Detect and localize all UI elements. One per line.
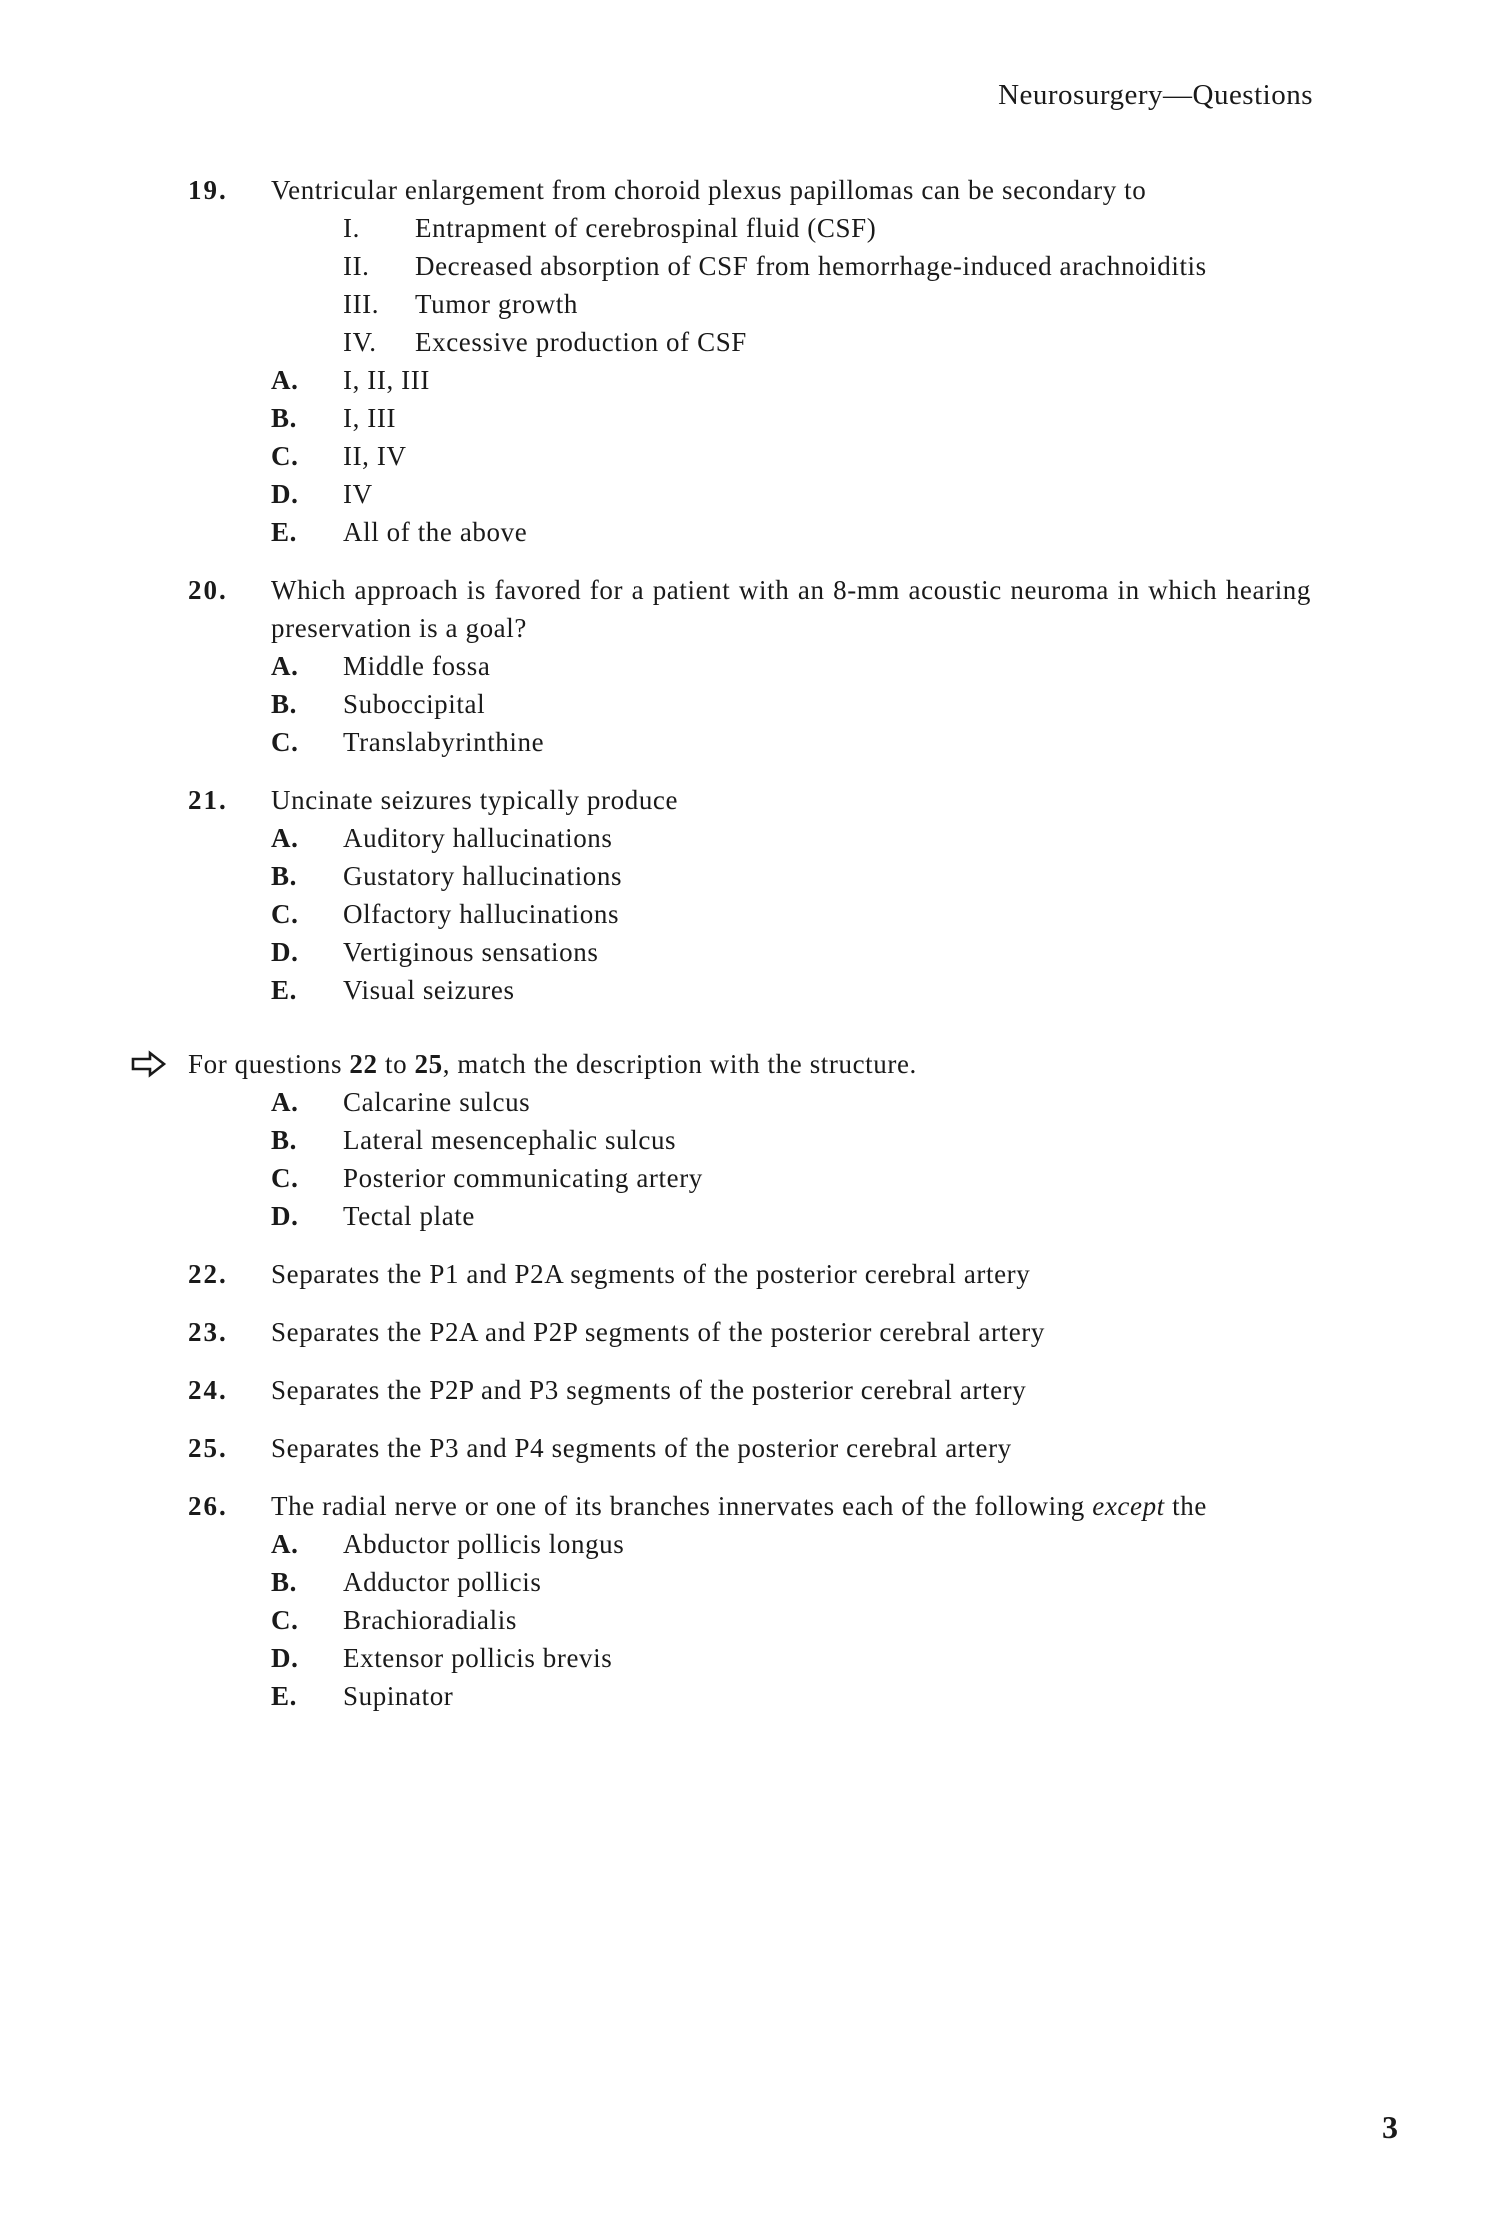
answer-option [0,723,1486,761]
roman-text: Entrapment of cerebrospinal fluid (CSF) [415,213,877,243]
instruction-range-end: 25 [414,1049,443,1079]
answer-option [0,399,1486,437]
roman-item [0,247,1486,285]
question-22 [0,1255,1486,1293]
answer-option [0,819,1486,857]
option-label: D. [271,479,299,509]
option-label: E. [271,517,297,547]
running-header: Neurosurgery—Questions [998,79,1313,111]
roman-label: II. [343,251,370,281]
question-stem [271,1487,1311,1525]
answer-option [0,513,1486,551]
option-label: C. [271,727,299,757]
roman-label: I. [343,213,360,243]
arrow-right-outline-icon [130,1049,170,1079]
option-label: B. [271,1567,297,1597]
answer-option [0,1525,1486,1563]
page-content [0,171,1486,1735]
option-text: Visual seizures [343,975,515,1005]
stem-emphasis: except [1092,1491,1165,1521]
instruction-text [188,1045,1486,1083]
answer-option [0,1639,1486,1677]
question-number: 23. [188,1317,228,1347]
option-text: Lateral mesencephalic sulcus [343,1125,677,1155]
option-label: B. [271,861,297,891]
answer-option [0,1601,1486,1639]
instruction-range-start: 22 [349,1049,378,1079]
question-stem: Separates the P1 and P2A segments of the posterior cerebral artery [271,1259,1031,1289]
option-label: C. [271,441,299,471]
roman-label: IV. [343,327,377,357]
option-label: A. [271,651,299,681]
instruction-prefix: For questions [188,1049,350,1079]
option-label: D. [271,937,299,967]
answer-option [0,857,1486,895]
option-label: C. [271,899,299,929]
question-20 [0,571,1486,761]
question-25 [0,1429,1486,1467]
question-stem: Separates the P3 and P4 segments of the posterior cerebral artery [271,1433,1012,1463]
answer-option [0,685,1486,723]
option-label: C. [271,1163,299,1193]
option-text: Gustatory hallucinations [343,861,623,891]
matching-instruction [0,1045,1486,1235]
option-text: Tectal plate [343,1201,475,1231]
option-text: Supinator [343,1681,454,1711]
page-number: 3 [1382,2109,1398,2145]
option-label: A. [271,823,299,853]
option-text: Olfactory hallucinations [343,899,620,929]
question-19 [0,171,1486,551]
answer-option [0,971,1486,1009]
answer-option [0,933,1486,971]
answer-option [0,1197,1486,1235]
option-text: Suboccipital [343,689,486,719]
answer-option [0,647,1486,685]
option-text: IV [343,479,373,509]
question-number: 26. [188,1491,228,1521]
option-label: A. [271,1087,299,1117]
roman-item [0,323,1486,361]
question-stem: Separates the P2A and P2P segments of the posterior cerebral artery [271,1317,1045,1347]
answer-option [0,1563,1486,1601]
roman-item [0,285,1486,323]
option-label: B. [271,403,297,433]
option-text: Translabyrinthine [343,727,545,757]
question-stem: Separates the P2P and P3 segments of the posterior cerebral artery [271,1375,1027,1405]
option-text: II, IV [343,441,407,471]
option-label: E. [271,1681,297,1711]
option-text: I, II, III [343,365,430,395]
option-text: Extensor pollicis brevis [343,1643,613,1673]
stem-part: the [1164,1491,1207,1521]
question-number: 25. [188,1433,228,1463]
question-number: 19. [188,175,228,205]
option-label: A. [271,365,299,395]
question-stem: Which approach is favored for a patient with an 8-mm acoustic neuroma in which hearing preservation is a goal? [271,575,1311,643]
option-label: B. [271,1125,297,1155]
option-text: Auditory hallucinations [343,823,613,853]
question-stem: Uncinate seizures typically produce [271,785,679,815]
option-text: I, III [343,403,397,433]
question-21 [0,781,1486,1009]
roman-text: Excessive production of CSF [415,327,747,357]
option-text: Adductor pollicis [343,1567,542,1597]
option-label: C. [271,1605,299,1635]
roman-text: Decreased absorption of CSF from hemorrhage-induced arachnoiditis [415,251,1207,281]
answer-option [0,361,1486,399]
answer-option [0,1083,1486,1121]
question-number: 22. [188,1259,228,1289]
question-26 [0,1487,1486,1715]
answer-option [0,475,1486,513]
option-text: All of the above [343,517,528,547]
roman-label: III. [343,289,380,319]
option-label: D. [271,1643,299,1673]
answer-option [0,1159,1486,1197]
question-number: 21. [188,785,228,815]
option-text: Posterior communicating artery [343,1163,703,1193]
question-23 [0,1313,1486,1351]
instruction-middle: to [377,1049,415,1079]
option-text: Brachioradialis [343,1605,517,1635]
question-stem: Ventricular enlargement from choroid plexus papillomas can be secondary to [271,175,1147,205]
option-text: Abductor pollicis longus [343,1529,625,1559]
option-label: B. [271,689,297,719]
roman-item [0,209,1486,247]
option-text: Middle fossa [343,651,491,681]
answer-option [0,1121,1486,1159]
answer-option [0,437,1486,475]
question-24 [0,1371,1486,1409]
option-text: Vertiginous sensations [343,937,599,967]
answer-option [0,895,1486,933]
answer-option [0,1677,1486,1715]
instruction-suffix: , match the description with the structure. [442,1049,917,1079]
question-number: 20. [188,575,228,605]
question-number: 24. [188,1375,228,1405]
option-label: E. [271,975,297,1005]
roman-text: Tumor growth [415,289,578,319]
option-label: D. [271,1201,299,1231]
stem-part: The radial nerve or one of its branches innervates each of the following [271,1491,1093,1521]
option-label: A. [271,1529,299,1559]
option-text: Calcarine sulcus [343,1087,531,1117]
